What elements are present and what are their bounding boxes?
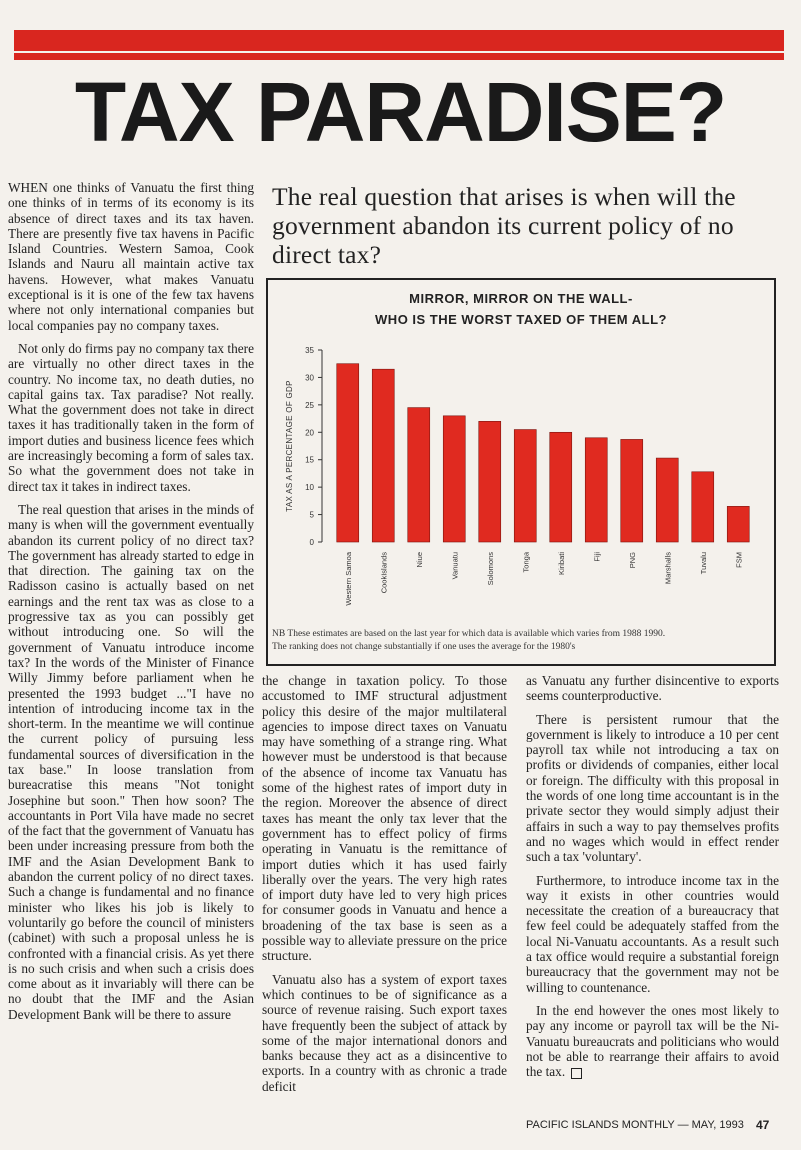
chart-title-line-2: WHO IS THE WORST TAXED OF THEM ALL? [375,312,667,327]
paragraph: WHEN one thinks of Vanuatu the first thing one thinks of in terms of its economy is its absence of direct taxes and its tax haven. There are presently five tax havens in Pacific Island Countries. Western Samoa, Cook Islands and Nauru all maintain active tax havens. However, what makes Vanuatu exceptional is it is one of the few tax havens where not only international companies but local companies pay no company taxes. [8,180,254,333]
header-red-bar [14,30,784,60]
chart-note [272,628,772,654]
paragraph: There is persistent rumour that the government is likely to introduce a 10 per cent payroll tax while not introducing a tax on profits or dividends of companies, either local or foreign. The difficulty with this proposal in the words of one long time accountant is in the private sector they would simply adjust their affairs in such a way to pay themselves profits and no wages which would in effect render such a tax 'voluntary'. [526,711,779,865]
bar [692,472,714,542]
bar [408,408,430,542]
paragraph: Vanuatu also has a system of export taxes which continues to be of significance as a source of revenue raising. Such export taxes have frequently been the subject of attack by some of the major international donors and banks because they act as a disincentive to exports. In a country with as chronic a trade deficit [262,971,507,1094]
footer-publication: PACIFIC ISLANDS MONTHLY — MAY, 1993 [526,1119,744,1131]
paragraph: The real question that arises in the minds of many is when will the government eventually abandon its current policy of no direct tax? The government has already started to edge in that direction. The gaining tax on the Radisson casino is actually based on net earnings and the rent tax was as close to a progressive tax as you can possibly get without introducing one. So will the government of Vanuatu introduce income tax? In the words of the Minister of Finance Willy Jimmy before parliament when he presented the 1993 budget ..."I have no intention of introducing income tax in the short-term. In the meantime we will continue the current policy of pursuing less fundamental sources of diversification in the tax base." In loose translation from bureacratise this means "Not tonight Josephine but soon." Then how soon? The accountants in Port Vila have made no secret of the fact that the government of Vanuatu has been under increasing pressure from both the IMF and the Asian Development Bank to abandon the current policy of no direct taxes. Such a change is fundamental and no finance minister who likes his job is likely to voluntarily go before the council of ministers (cabinet) with such a proposal unless he is confronted with a financial crisis. As yet there is no such crisis and when such a crisis does come about as it invariably will there can be no doubt that the IMF and the Asian Development Bank will be there to assure [8,501,254,1022]
y-tick-label: 5 [309,510,314,520]
bar-chart-svg [268,280,774,625]
x-tick-label: CookIslands [379,552,389,594]
chart-note-line-1: NB These estimates are based on the last year for which data is available which varies from 1988 1990. [272,629,666,639]
bar [514,430,536,542]
x-tick-label: PNG [627,552,637,569]
y-tick-label: 10 [305,483,314,493]
x-tick-label: Fiji [592,552,602,562]
pull-quote: The real question that arises is when will the government abandon its current policy of no direct tax? [272,182,736,269]
page-number: 47 [756,1118,770,1132]
bar [372,369,394,542]
x-tick-label: Kiribati [556,552,566,575]
article-column-2 [262,673,507,1102]
article-column-1 [8,180,254,1085]
chart-title-line-1: MIRROR, MIRROR ON THE WALL- [409,291,633,306]
paragraph [526,1003,779,1079]
x-tick-label: FSM [734,552,744,568]
y-tick-label: 35 [305,346,314,355]
x-tick-label: Niue [414,552,424,568]
x-tick-label: Tuvalu [698,552,708,575]
y-tick-label: 20 [305,428,314,438]
bar [550,432,572,542]
x-tick-label: Vanuatu [450,552,460,580]
x-tick-label: Western Samoa [343,552,353,606]
bar [337,364,359,542]
y-tick-label: 30 [305,373,314,383]
y-tick-label: 15 [305,455,314,465]
end-mark-icon [571,1068,582,1079]
bar [443,416,465,542]
headline: TAX PARADISE? [74,65,727,159]
paragraph: Not only do firms pay no company tax there are virtually no other direct taxes in the country. No income tax, no death duties, no capital gains tax. Tax paradise? Not really. What the government does not take in direct taxes it has traditionally taken in the form of import duties and business licence fees which are increasingly becoming a form of sales tax. So what the government does not take in direct tax it takes in indirect taxes. [8,340,254,494]
bar [656,458,678,542]
x-tick-label: Marshalls [663,552,673,585]
bar [621,439,643,542]
bar [479,421,501,542]
x-tick-label: Tonga [521,552,531,573]
article-column-3 [526,673,779,1087]
paragraph: Furthermore, to introduce income tax in the way it exists in other countries would necessitate the creation of a bureaucracy that few feel could be adequately staffed from the local Ni-Vanuatu accountants. As a result such a tax office would require a substantial foreign bureaucracy that the government may not be willing to countenance. [526,872,779,995]
y-tick-label: 0 [309,538,314,547]
y-tick-label: 25 [305,400,314,410]
paragraph: the change in taxation policy. To those accustomed to IMF structural adjustment policy this desire of the major multilateral agencies to impose direct taxes on Vanuatu may have something of a strange ring. What however must be understood is that because of the absence of income tax Vanuatu has some of the highest rates of import duty in the region. Moreover the absence of direct taxes has meant the only tax lever that the government has to effect policy of firms operating in Vanuatu is the remittance of import duties which it has used fairly liberally over the years. The very high rates of import duty have led to very high prices for consumer goods in Vanuatu and hence a broadening of the tax base is seen as a possible way to alleviate pressure on the price structure. [262,673,507,964]
bar [585,438,607,542]
bar [727,506,749,542]
x-tick-label: Solomons [485,552,495,586]
tax-chart [266,278,776,666]
paragraph-text: In the end however the ones most likely to pay any income or payroll tax will be the Ni-Vanuatu bureaucrats and politicians who would not be able to rearrange their affairs to avoid the tax. [526,1002,779,1080]
y-axis-label: TAX AS A PERCENTAGE OF GDP [285,380,294,512]
paragraph: as Vanuatu any further disincentive to exports seems counterproductive. [526,673,779,704]
chart-note-line-2: The ranking does not change substantially if one uses the average for the 1980's [272,642,576,652]
